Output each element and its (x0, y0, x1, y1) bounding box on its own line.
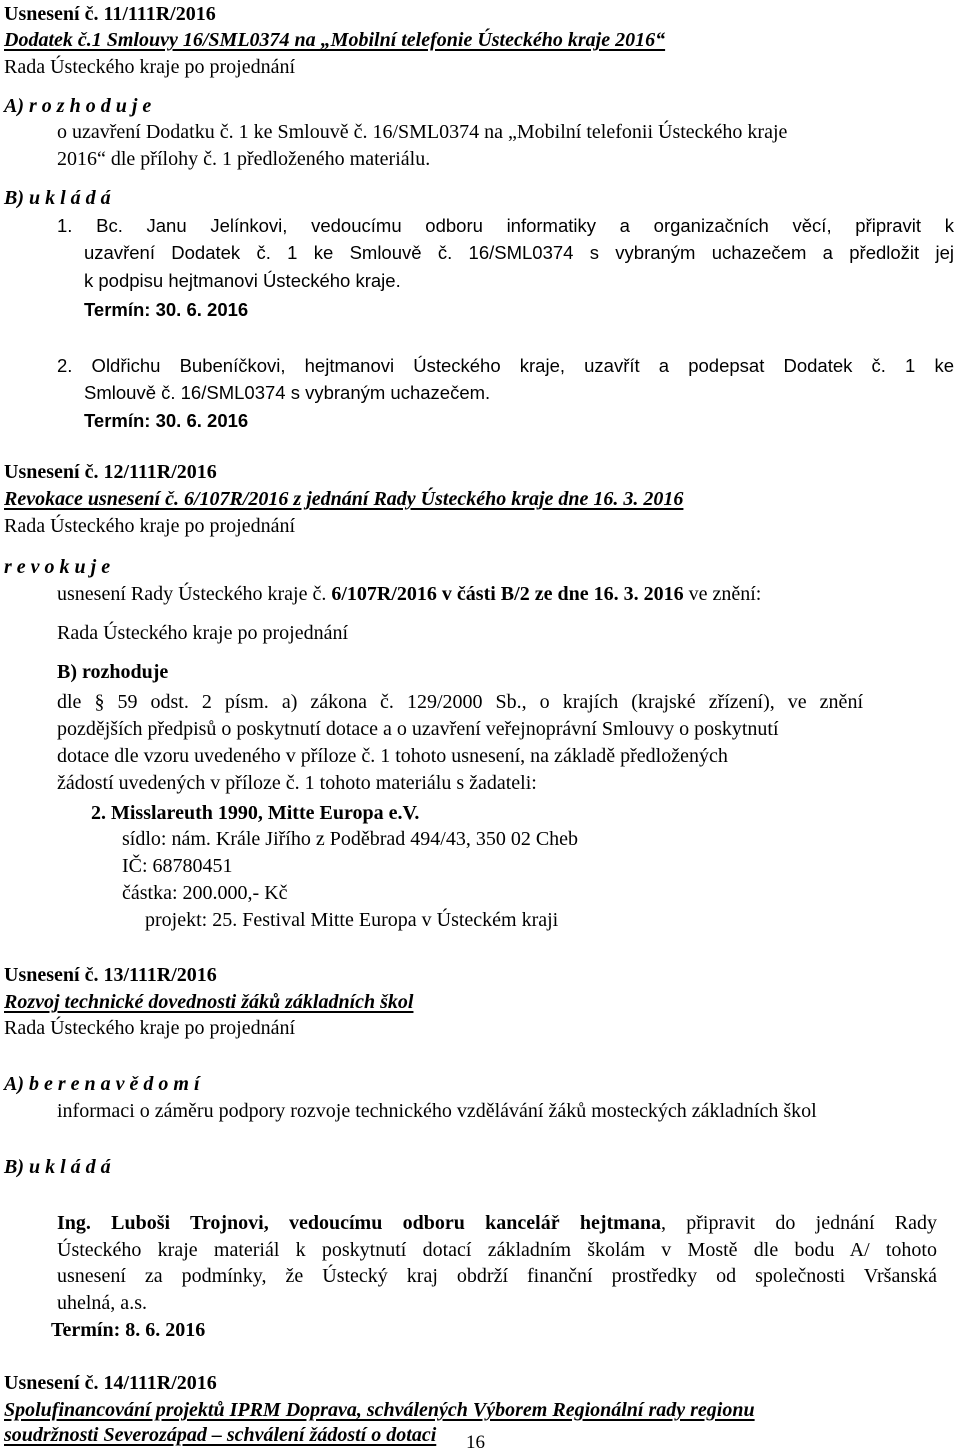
resolution-11-b-item-line: 2. Oldřichu Bubeníčkovi, hejtmanovi Ústeckého kraje, uzavřít a podepsat Dodatek č. 1 ke (57, 355, 954, 376)
resolution-13-b-line: usnesení za podmínky, že Ústecký kraj obdrží finanční prostředky od společnosti Vršanská (57, 1265, 937, 1287)
resolution-12-heading: r e v o k u j e (4, 556, 111, 578)
resolution-14-number: Usnesení č. 14/111R/2016 (4, 1372, 217, 1394)
resolution-12-council: Rada Ústeckého kraje po projednání (4, 515, 296, 537)
page-number: 16 (466, 1432, 485, 1453)
resolution-13-title: Rozvoj technické dovednosti žáků základních škol (4, 991, 414, 1013)
resolution-12-b-text-line: dotace dle vzoru uvedeného v příloze č. 1 tohoto usnesení, na základě předložených (57, 745, 728, 767)
revoke-suffix: ve znění: (683, 583, 762, 605)
resolution-12-b-text-line: pozdějších předpisů o poskytnutí dotace a o uzavření veřejnoprávní Smlouvy o poskytnutí (57, 718, 779, 740)
resolution-11-b-item-line: k podpisu hejtmanovi Ústeckého kraje. (84, 270, 401, 291)
resolution-11-b-heading: B) u k l á d á (4, 187, 111, 209)
quoted-council: Rada Ústeckého kraje po projednání (57, 622, 349, 644)
revoke-prefix: usnesení Rady Ústeckého kraje č. (57, 583, 332, 605)
resolution-12-number: Usnesení č. 12/111R/2016 (4, 461, 217, 483)
applicant-name: 2. Misslareuth 1990, Mitte Europa e.V. (91, 802, 420, 824)
revoke-reference: 6/107R/2016 v části B/2 ze dne 16. 3. 2016 (331, 583, 684, 605)
resolution-13-deadline: Termín: 8. 6. 2016 (51, 1319, 206, 1341)
resolution-11-council: Rada Ústeckého kraje po projednání (4, 56, 296, 78)
resolution-13-b-line: Ústeckého kraje materiál k poskytnutí dotací základním školám v Mostě dle bodu A/ tohoto (57, 1239, 937, 1261)
resolution-14-title-line: Spolufinancování projektů IPRM Doprava, schválených Výborem Regionální rady regionu (4, 1399, 755, 1421)
task-text: , připravit do jednání Rady (660, 1212, 937, 1234)
resolution-11-a-text-line: 2016“ dle přílohy č. 1 předloženého materiálu. (57, 148, 431, 170)
applicant-ico: IČ: 68780451 (122, 855, 233, 877)
resolution-11-a-text-line: o uzavření Dodatku č. 1 ke Smlouvě č. 16/SML0374 na „Mobilní telefonii Ústeckého kraje (57, 121, 788, 143)
resolution-12-title: Revokace usnesení č. 6/107R/2016 z jednání Rady Ústeckého kraje dne 16. 3. 2016 (4, 488, 684, 510)
applicant-amount: částka: 200.000,- Kč (122, 882, 288, 904)
resolution-12-b-text-line: žádostí uvedených v příloze č. 1 tohoto materiálu s žadateli: (57, 772, 537, 794)
resolution-13-a-text: informaci o záměru podpory rozvoje technického vzdělávání žáků mosteckých základních škol (57, 1100, 817, 1122)
resolution-13-b-heading: B) u k l á d á (4, 1156, 111, 1178)
resolution-11-b-item-line: 1. Bc. Janu Jelínkovi, vedoucímu odboru informatiky a organizačních věcí, připravit k (57, 215, 954, 236)
resolution-13-b-line (57, 1211, 937, 1235)
resolution-12-revoke-line (57, 582, 761, 606)
resolution-11-b-item-line: uzavření Dodatek č. 1 ke Smlouvě č. 16/SML0374 s vybraným uchazečem a předložit jej (84, 242, 954, 263)
resolution-14-title-line: soudržnosti Severozápad – schválení žádostí o dotaci (4, 1424, 437, 1446)
resolution-13-number: Usnesení č. 13/111R/2016 (4, 964, 217, 986)
resolution-13-council: Rada Ústeckého kraje po projednání (4, 1017, 296, 1039)
responsible-person: Ing. Luboši Trojnovi, vedoucímu odboru kancelář hejtmana (57, 1212, 661, 1234)
applicant-seat: sídlo: nám. Krále Jiřího z Poděbrad 494/43, 350 02 Cheb (122, 828, 579, 850)
resolution-11-number: Usnesení č. 11/111R/2016 (4, 3, 216, 25)
resolution-11-title: Dodatek č.1 Smlouvy 16/SML0374 na „Mobilní telefonie Ústeckého kraje 2016“ (4, 29, 666, 51)
applicant-project: projekt: 25. Festival Mitte Europa v Ústeckém kraji (145, 909, 559, 931)
resolution-11-deadline: Termín: 30. 6. 2016 (84, 410, 249, 431)
resolution-13-a-heading: A) b e r e n a v ě d o m í (4, 1073, 200, 1095)
resolution-12-b-text-line: dle § 59 odst. 2 písm. a) zákona č. 129/2000 Sb., o krajích (krajské zřízení), ve znění (57, 691, 863, 713)
resolution-11-deadline: Termín: 30. 6. 2016 (84, 299, 249, 320)
resolution-11-a-heading: A) r o z h o d u j e (4, 95, 152, 117)
resolution-12-b-heading: B) rozhoduje (57, 661, 169, 683)
resolution-13-b-line: uhelná, a.s. (57, 1292, 147, 1314)
resolution-11-b-item-line: Smlouvě č. 16/SML0374 s vybraným uchazečem. (84, 382, 491, 403)
